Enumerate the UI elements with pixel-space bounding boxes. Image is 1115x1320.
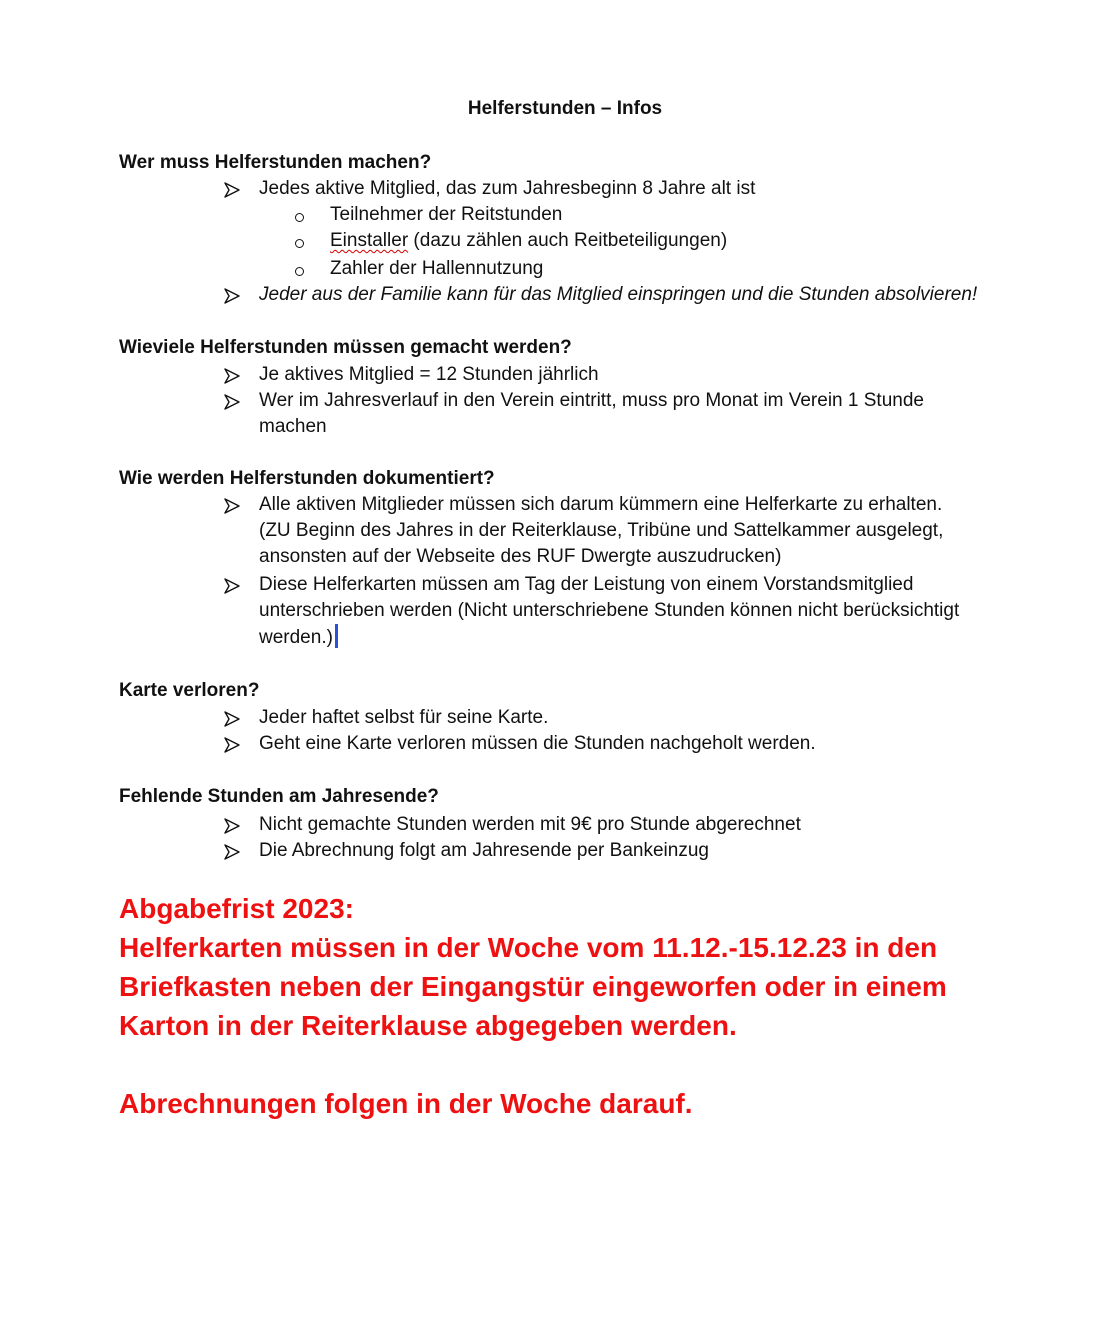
notice-line: Briefkasten neben der Eingangstür eingeworfen oder in einem [119, 971, 947, 1002]
notice-line: Karton in der Reiterklause abgegeben werden. [119, 1010, 737, 1041]
spellcheck-flagged-word[interactable]: Einstaller [330, 230, 409, 251]
list-item-line: machen [259, 416, 327, 437]
circle-bullet-icon [295, 239, 304, 248]
list-item-line: unterschrieben werden (Nicht unterschriebene Stunden können nicht berücksichtigt [259, 600, 960, 621]
arrow-bullet-icon [224, 818, 240, 834]
section-heading-missing-hours: Fehlende Stunden am Jahresende? [119, 786, 439, 807]
arrow-bullet-icon [224, 394, 240, 410]
arrow-bullet-icon [224, 844, 240, 860]
list-item: Nicht gemachte Stunden werden mit 9€ pro Stunde abgerechnet [259, 814, 801, 835]
list-item: Je aktives Mitglied = 12 Stunden jährlich [259, 364, 599, 385]
list-item-line: Alle aktiven Mitglieder müssen sich darum kümmern eine Helferkarte zu erhalten. [259, 494, 943, 515]
document-title: Helferstunden – Infos [467, 98, 663, 119]
circle-bullet-icon [295, 213, 304, 222]
list-item-line: Diese Helferkarten müssen am Tag der Leistung von einem Vorstandsmitglied [259, 574, 914, 595]
list-item-line: ansonsten auf der Webseite des RUF Dwergte auszudrucken) [259, 546, 782, 567]
list-item-line [259, 624, 959, 651]
notice-line: Helferkarten müssen in der Woche vom 11.12.-15.12.23 in den [119, 932, 938, 963]
text-cursor [335, 624, 338, 648]
section-heading-documentation: Wie werden Helferstunden dokumentiert? [119, 468, 495, 489]
arrow-bullet-icon [224, 498, 240, 514]
arrow-bullet-icon [224, 288, 240, 304]
section-heading-who: Wer muss Helferstunden machen? [119, 152, 432, 173]
list-item [259, 492, 943, 570]
list-item-line: (ZU Beginn des Jahres in der Reiterklause, Tribüne und Sattelkammer ausgelegt, [259, 520, 944, 541]
list-item-line: Wer im Jahresverlauf in den Verein eintritt, muss pro Monat im Verein 1 Stunde [259, 390, 924, 411]
sub-list-item-text: (dazu zählen auch Reitbeteiligungen) [408, 230, 728, 251]
arrow-bullet-icon [224, 737, 240, 753]
list-item: Jeder haftet selbst für seine Karte. [259, 707, 549, 728]
sub-list-item: Teilnehmer der Reitstunden [330, 204, 563, 225]
list-item [259, 572, 959, 651]
list-item: Geht eine Karte verloren müssen die Stunden nachgeholt werden. [259, 733, 816, 754]
sub-list-item [330, 230, 727, 252]
arrow-bullet-icon [224, 368, 240, 384]
list-item: Jeder aus der Familie kann für das Mitglied einspringen und die Stunden absolvieren! [259, 284, 978, 305]
circle-bullet-icon [295, 267, 304, 276]
list-item [259, 388, 924, 440]
section-heading-card-lost: Karte verloren? [119, 680, 260, 701]
notice-footer: Abrechnungen folgen in der Woche darauf. [119, 1088, 693, 1119]
list-item-line-text: werden.) [259, 627, 333, 648]
notice-deadline-heading: Abgabefrist 2023: [119, 893, 354, 924]
arrow-bullet-icon [224, 711, 240, 727]
list-item: Die Abrechnung folgt am Jahresende per Bankeinzug [259, 840, 709, 861]
list-item: Jedes aktive Mitglied, das zum Jahresbeginn 8 Jahre alt ist [259, 178, 756, 199]
sub-list-item: Zahler der Hallennutzung [330, 258, 544, 279]
section-heading-how-many: Wieviele Helferstunden müssen gemacht werden? [119, 337, 572, 358]
arrow-bullet-icon [224, 182, 240, 198]
arrow-bullet-icon [224, 578, 240, 594]
